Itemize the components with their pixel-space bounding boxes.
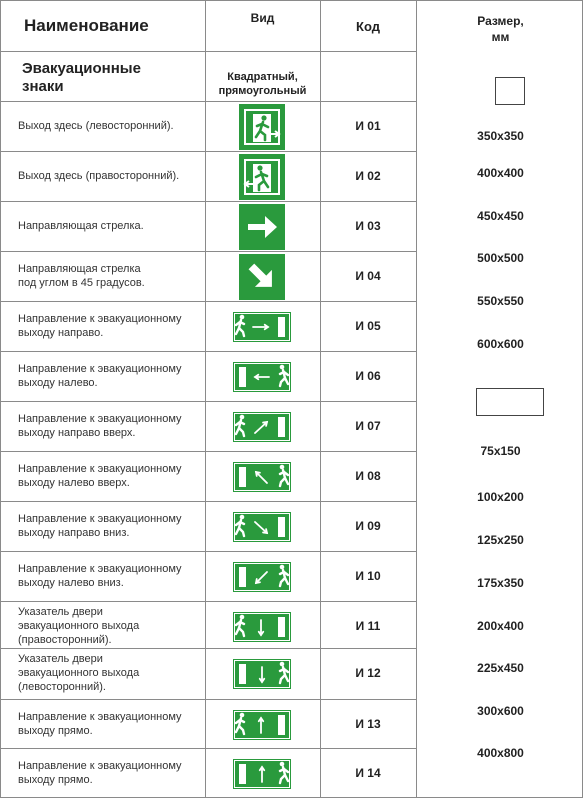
section-title: Эвакуационные знаки [22,60,141,95]
size-rect-item: 175x350 [477,576,524,590]
arrow-right-icon [239,204,285,250]
size-rect-item: 100x200 [477,490,524,504]
size-square-item: 500x500 [477,251,524,265]
header-name: Наименование [24,16,149,35]
exit-straight-right-icon [233,710,291,740]
exit-direction-right-up-icon [233,412,291,442]
size-rect-item: 125x250 [477,533,524,547]
size-square-item: 400x400 [477,166,524,180]
row-code: И 04 [355,268,381,283]
size-rect-item: 225x450 [477,661,524,675]
size-square-item: 350x350 [477,129,524,143]
row-code: И 12 [355,665,381,680]
header-view: Вид [250,11,275,25]
section-view-label: Квадратный, прямоугольный [218,71,307,97]
row-name: Направление к эвакуационному выходу налево. [18,362,182,389]
row-code: И 14 [355,765,381,780]
exit-left-icon [239,104,285,150]
exit-door-left-icon [233,659,291,689]
size-square-item: 450x450 [477,209,524,223]
exit-door-right-icon [233,612,291,642]
row-name: Направление к эвакуационному выходу налево вниз. [18,562,182,589]
row-code: И 13 [355,716,381,731]
row-code: И 07 [355,418,381,433]
size-rect-item: 75x150 [480,444,521,458]
row-name: Направляющая стрелка под углом в 45 градусов. [18,262,145,289]
row-code: И 10 [355,568,381,583]
header-code: Код [356,19,380,34]
exit-direction-left-icon [233,362,291,392]
row-name: Указатель двери эвакуационного выхода (левосторонний). [18,652,140,693]
row-name: Указатель двери эвакуационного выхода (правосторонний). [18,605,140,646]
row-code: И 06 [355,368,381,383]
row-name: Направляющая стрелка. [18,219,144,232]
header-size: Размер, мм [477,14,524,44]
size-rect-item: 400x800 [477,746,524,760]
rectangle-size-icon [476,388,544,416]
exit-direction-left-up-icon [233,462,291,492]
row-name: Направление к эвакуационному выходу прямо. [18,759,182,786]
exit-straight-left-icon [233,759,291,789]
size-rect-item: 300x600 [477,704,524,718]
row-code: И 01 [355,118,381,133]
row-code: И 09 [355,518,381,533]
row-name: Направление к эвакуационному выходу направо вниз. [18,512,182,539]
row-name: Направление к эвакуационному выходу направо вверх. [18,412,182,439]
row-code: И 03 [355,218,381,233]
exit-direction-right-icon [233,312,291,342]
size-square-item: 550x550 [477,294,524,308]
row-name: Направление к эвакуационному выходу налево вверх. [18,462,182,489]
row-code: И 08 [355,468,381,483]
size-rect-item: 200x400 [477,619,524,633]
size-square-item: 600x600 [477,337,524,351]
arrow-diagonal-icon [239,254,285,300]
exit-direction-left-down-icon [233,562,291,592]
exit-right-icon [239,154,285,200]
row-code: И 02 [355,168,381,183]
row-name: Направление к эвакуационному выходу прямо. [18,710,182,737]
exit-direction-right-down-icon [233,512,291,542]
row-code: И 05 [355,318,381,333]
row-code: И 11 [355,618,381,633]
square-size-icon [495,77,525,105]
row-name: Выход здесь (правосторонний). [18,169,180,182]
row-name: Направление к эвакуационному выходу направо. [18,312,182,339]
row-name: Выход здесь (левосторонний). [18,119,174,132]
